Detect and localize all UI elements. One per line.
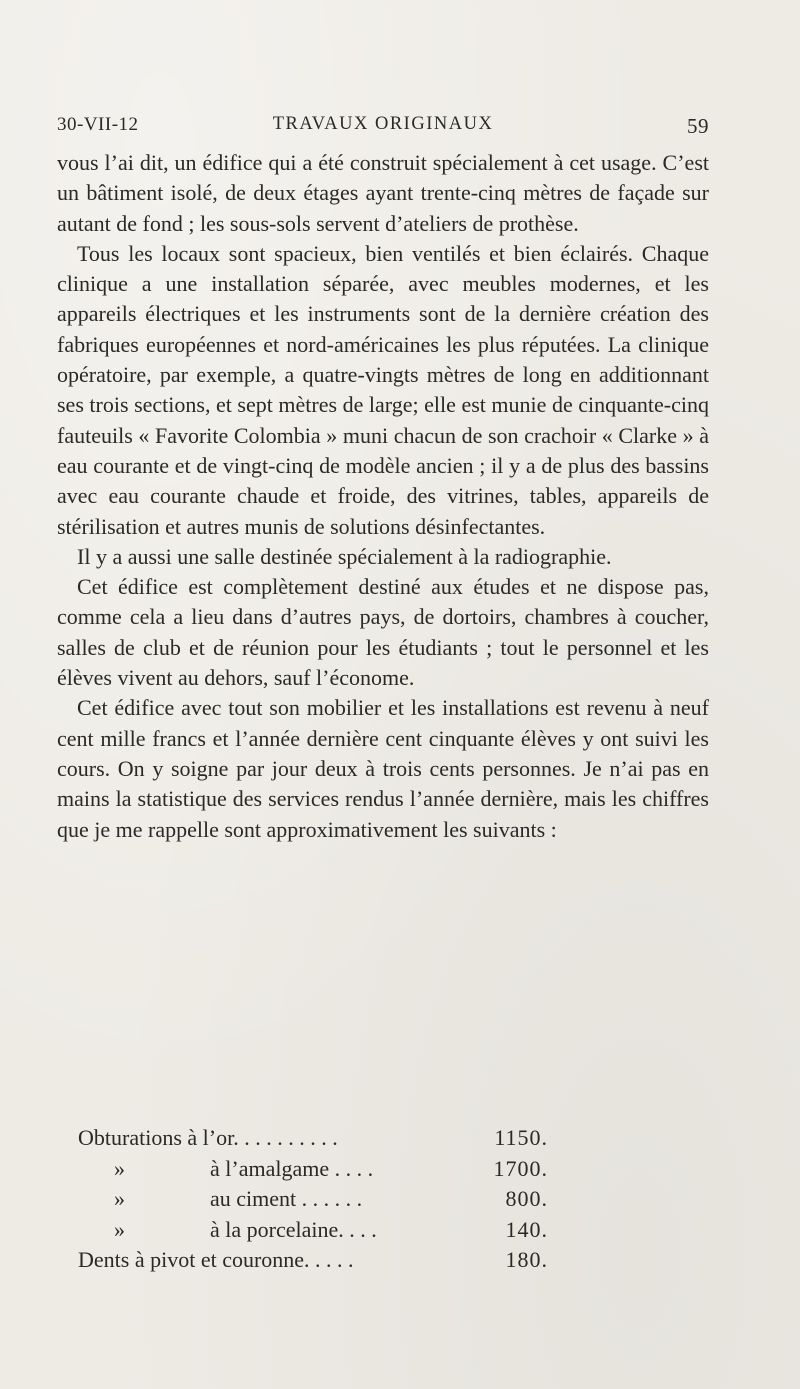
running-header: [57, 114, 709, 144]
paragraph-etudes: Cet édifice est complètement destiné aux études et ne dispose pas, comme cela a lieu dans d’autres pays, de dortoirs, chambres à coucher, salles de club et de réunion pour les étudiants ; tout le personnel et les élèves vivent au dehors, sauf l’économe.: [57, 574, 709, 691]
ditto-mark: »: [114, 1186, 125, 1211]
paragraph-locaux: Tous les locaux sont spacieux, bien ventilés et bien éclairés. Chaque clinique a une installation séparée, avec meubles modernes, et les appareils électriques et les instruments sont de la dernière création des fabriques européennes et nord-américaines les plus réputées. La clinique opératoire, par exemple, a quatre-vingts mètres de long en additionnant ses trois sections, et sept mètres de large; elle est munie de cinquante-cinq fauteuils « Favorite Colombia » muni chacun de son crachoir « Clarke » à eau courante et de vingt-cinq de modèle ancien ; il y a de plus des bassins avec eau courante chaude et froide, des vitrines, tables, appareils de stérilisation et autres munis de solutions désinfectantes.: [57, 240, 709, 539]
stat-label: [114, 1154, 373, 1185]
stat-label: [114, 1215, 377, 1246]
page-number: 59: [687, 114, 709, 138]
ditto-mark: »: [114, 1216, 125, 1242]
paragraph-statistique: Cet édifice avec tout son mobilier et les installations est revenu à neuf cent mille francs et l’année dernière cent cinquante élèves y ont suivi les cours. On y soigne par jour deux à trois cents personnes. Je n’ai pas en mains la statistique des services rendus l’année dernière, mais les chiffres que je me rappelle sont approximativement les suivants :: [57, 695, 709, 842]
stat-label-text: à la porcelaine. . . .: [210, 1216, 377, 1242]
stat-value: 140.: [505, 1216, 548, 1242]
stat-value: 800.: [505, 1186, 548, 1211]
header-date: 30-VII-12: [57, 114, 139, 135]
stat-row: [78, 1123, 548, 1154]
stat-label: [114, 1184, 362, 1215]
stat-label-text: au ciment . . . . . .: [210, 1186, 363, 1211]
stat-row: [78, 1154, 548, 1185]
stat-label-text: à l’amalgame . . . .: [210, 1155, 374, 1181]
stat-value: 1150.: [494, 1125, 548, 1150]
stat-value: 180.: [505, 1247, 548, 1272]
stat-row: [78, 1184, 548, 1215]
stat-value: 1700.: [493, 1155, 548, 1181]
paragraph-radiographie: Il y a aussi une salle destinée spécialement à la radiographie.: [77, 543, 612, 569]
stat-row: [78, 1215, 548, 1246]
stat-label: Obturations à l’or. . . . . . . . . .: [78, 1125, 338, 1150]
paragraph-continued: vous l’ai dit, un édifice qui a été construit spécialement à cet usage. C’est un bâtiment isolé, de deux étages ayant trente-cinq mètres de façade sur autant de fond ; les sous-sols servent d’ateliers de prothèse.: [57, 150, 709, 236]
body-text: [57, 148, 709, 845]
stat-label: Dents à pivot et couronne. . . . .: [78, 1247, 354, 1272]
stat-row: [78, 1245, 548, 1276]
ditto-mark: »: [114, 1155, 125, 1181]
statistics-table: [78, 1123, 548, 1276]
header-title: TRAVAUX ORIGINAUX: [272, 114, 494, 134]
